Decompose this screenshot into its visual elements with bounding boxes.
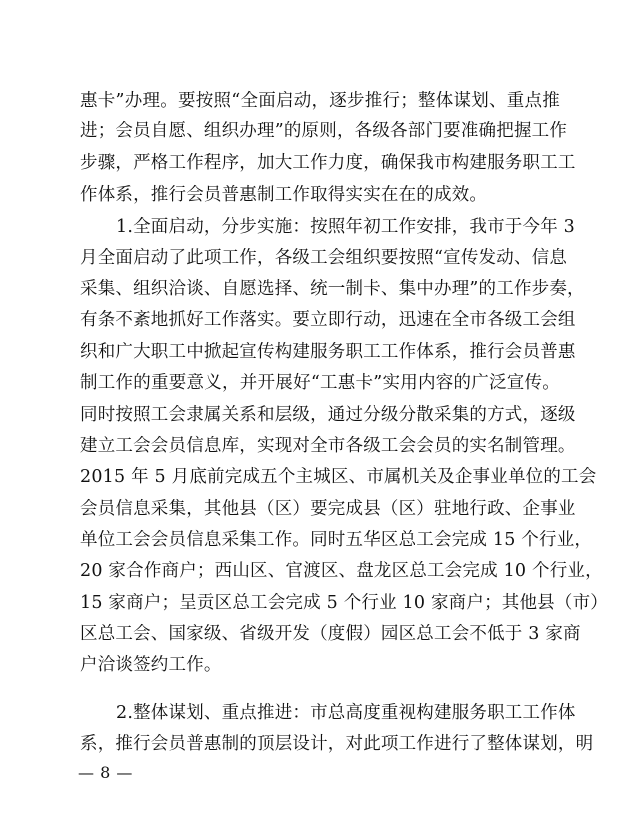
- body-line-14: 会员信息采集，其他县（区）要完成县（区）驻地行政、企事业: [80, 499, 576, 519]
- body-line-12: 建立工会会员信息库，实现对全市各级工会会员的实名制管理。: [80, 436, 576, 456]
- body-line-2: 进；会员自愿、组织办理”的原则，各级各部门要准确把握工作: [80, 121, 568, 141]
- body-line-8: 有条不紊地抓好工作落实。要立即行动，迅速在全市各级工会组: [80, 310, 576, 330]
- body-line-6: 月全面启动了此项工作，各级工会组织要按照“宣传发动、信息: [80, 248, 568, 268]
- body-line-13: 2015 年 5 月底前完成五个主城区、市属机关及企事业单位的工会: [80, 467, 597, 487]
- body-line-15: 单位工会会员信息采集工作。同时五华区总工会完成 15 个行业，: [80, 530, 593, 550]
- body-line-3: 步骤，严格工作程序，加大工作力度，确保我市构建服务职工工: [80, 153, 576, 173]
- body-line-18: 区总工会、国家级、省级开发（度假）园区总工会不低于 3 家商: [80, 624, 581, 644]
- body-line-19: 户洽谈签约工作。: [80, 655, 222, 675]
- section-1-heading-line: 1.全面启动，分步实施：按照年初工作安排，我市于今年 3: [116, 217, 575, 237]
- body-line-4: 作体系，推行会员普惠制工作取得实实在在的成效。: [80, 185, 488, 205]
- body-line-17: 15 家商户；呈贡区总工会完成 5 个行业 10 家商户；其他县（市）: [80, 593, 608, 613]
- body-line-7: 采集、组织洽谈、自愿选择、统一制卡、集中办理”的工作步奏，: [80, 279, 585, 299]
- body-line-21: 系，推行会员普惠制的顶层设计，对此项工作进行了整体谋划，明: [80, 734, 594, 754]
- body-line-10: 制工作的重要意义，并开展好“工惠卡”实用内容的广泛宣传。: [80, 373, 560, 393]
- body-line-9: 织和广大职工中掀起宣传构建服务职工工作体系，推行会员普惠: [80, 342, 576, 362]
- body-line-16: 20 家合作商户；西山区、官渡区、盘龙区总工会完成 10 个行业，: [80, 561, 603, 581]
- section-2-heading-line: 2.整体谋划、重点推进：市总高度重视构建服务职工工作体: [116, 703, 576, 723]
- body-line-11: 同时按照工会隶属关系和层级，通过分级分散采集的方式，逐级: [80, 405, 576, 425]
- page-number: — 8 —: [78, 763, 133, 782]
- body-line-1: 惠卡”办理。要按照“全面启动，逐步推行；整体谋划、重点推: [80, 91, 560, 111]
